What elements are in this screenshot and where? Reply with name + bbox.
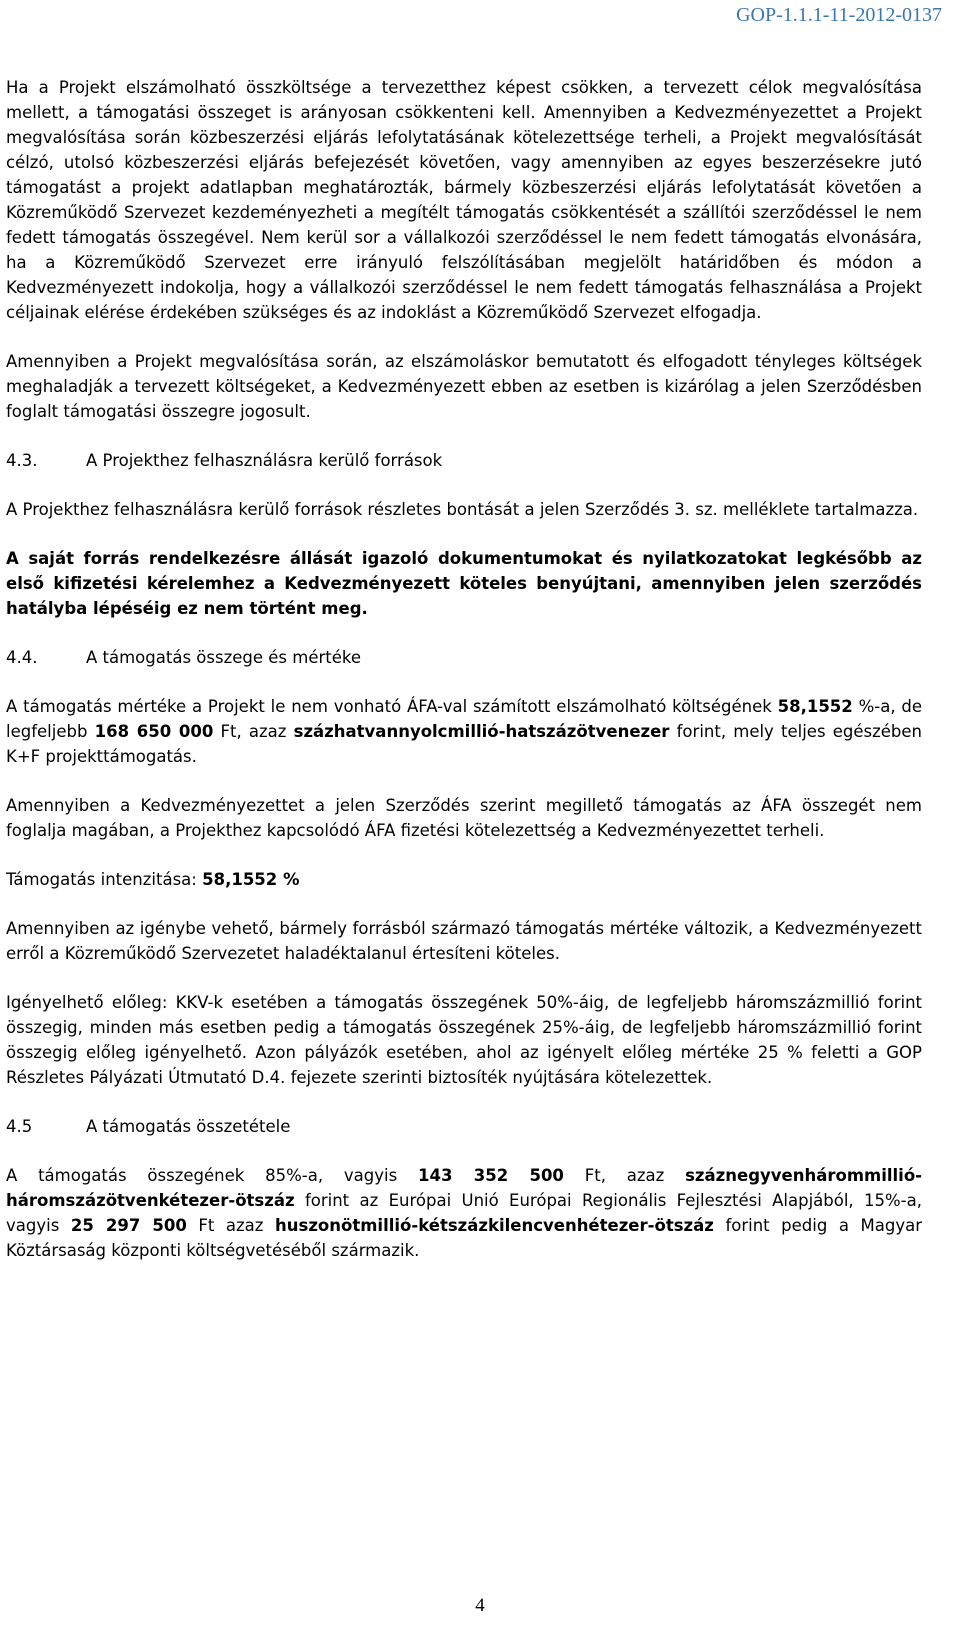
bold-paragraph: A saját forrás rendelkezésre állását igazoló dokumentumokat és nyilatkozatokat legkésőbb az első kifizetési kérelemhez a Kedvezményezett köteles benyújtani, amennyiben jelen szerződés hatályba lépéséig ez nem történt meg. [6,549,922,618]
paragraph-intensity [6,867,922,892]
support-amount: 168 650 000 [94,722,214,741]
paragraph: A Projekthez felhasználásra kerülő források részletes bontását a jelen Szerződés 3. sz. melléklete tartalmazza. [6,500,919,519]
section-number: 4.4. [6,648,38,667]
section-title: A Projekthez felhasználásra kerülő források [86,451,443,470]
intensity-label: Támogatás intenzitása: [6,870,197,889]
text-span: Ft azaz [198,1216,264,1235]
eu-amount-words: száznegyvenhárommillió-háromszázötvenkétezer-ötszáz [6,1166,923,1210]
paragraph-support-composition [6,1163,922,1263]
document-id-header: GOP-1.1.1-11-2012-0137 [736,4,942,26]
paragraph: Amennyiben a Kedvezményezettet a jelen Szerződés szerint megillető támogatás az ÁFA összegét nem foglalja magában, a Projekthez kapcsolódó ÁFA fizetési kötelezettség a Kedvezményezettet terheli. [6,796,922,840]
text-span: A támogatás mértéke a Projekt le nem vonható ÁFA-val számított elszámolható költségének [6,697,772,716]
support-percentage: 58,1552 [777,697,853,716]
section-number: 4.5 [6,1117,33,1136]
text-span: Ft, azaz [220,722,287,741]
national-amount-words: huszonötmillió-kétszázkilencvenhétezer-ötszáz [275,1216,714,1235]
section-title: A támogatás összetétele [86,1117,291,1136]
intensity-value: 58,1552 % [202,870,300,889]
section-title: A támogatás összege és mértéke [86,648,361,667]
paragraph-support-rate [6,694,922,769]
text-span: forint az Európai Unió Európai Regionális Fejlesztési Alapjából, 15%-a, vagyis [6,1191,922,1235]
page-number: 4 [475,1595,485,1616]
text-span: forint pedig a Magyar Köztársaság központi költségvetéséből származik. [6,1216,923,1260]
text-span: A támogatás összegének 85%-a, vagyis [6,1166,398,1185]
eu-amount: 143 352 500 [417,1166,564,1185]
text-span: Ft, azaz [584,1166,665,1185]
paragraph: Amennyiben az igénybe vehető, bármely forrásból származó támogatás mértéke változik, a Kedvezményezett erről a Közreműködő Szervezetet haladéktalanul értesíteni köteles. [6,919,922,963]
section-heading-4-4 [6,645,922,670]
support-amount-words: százhatvannyolcmillió-hatszázötvenezer [293,722,670,741]
paragraph: Igényelhető előleg: KKV-k esetében a támogatás összegének 50%-áig, de legfeljebb háromszázmillió forint összegig, minden más esetben pedig a támogatás összegének 25%-áig, de legfeljebb háromszázmillió forint összegig előleg igényelhető. Azon pályázók esetében, ahol az igényelt előleg mértéke 25 % feletti a GOP Részletes Pályázati Útmutató D.4. fejezete szerinti biztosíték nyújtására kötelezettek. [6,993,922,1087]
text-span: forint, mely teljes egészében K+F projekttámogatás. [6,722,922,766]
section-heading-4-3 [6,448,922,473]
document-body [6,75,922,1287]
paragraph: Amennyiben a Projekt megvalósítása során, az elszámoláskor bemutatott és elfogadott tényleges költségek meghaladják a tervezett költségeket, a Kedvezményezett ebben az esetben is kizárólag a jelen Szerződésben foglalt támogatási összegre jogosult. [6,352,922,421]
section-number: 4.3. [6,451,38,470]
national-amount: 25 297 500 [70,1216,187,1235]
text-span: %-a, de legfeljebb [6,697,923,741]
section-heading-4-5 [6,1114,922,1139]
paragraph: Ha a Projekt elszámolható összköltsége a tervezetthez képest csökken, a tervezett célok megvalósítása mellett, a támogatási összeget is arányosan csökkenteni kell. Amennyiben a Kedvezményezettet a Projekt megvalósítása során közbeszerzési eljárás lefolytatásának kötelezettsége terheli, a Projekt megvalósítását célzó, utolsó közbeszerzési eljárás befejezését követően, vagy amennyiben az egyes beszerzésekre jutó támogatást a projekt adatlapban meghatározták, bármely közbeszerzési eljárás lefolytatását követően a Közreműködő Szervezet kezdeményezheti a megítélt támogatás csökkentését a szállítói szerződéssel le nem fedett támogatás összegével. Nem kerül sor a vállalkozói szerződéssel le nem fedett támogatás elvonására, ha a Közreműködő Szervezet erre irányuló felszólításában megjelölt határidőben és módon a Kedvezményezett indokolja, hogy a vállalkozói szerződéssel le nem fedett támogatás felhasználása a Projekt céljainak elérése érdekében szükséges és az indoklást a Közreműködő Szervezet elfogadja. [6,78,922,322]
